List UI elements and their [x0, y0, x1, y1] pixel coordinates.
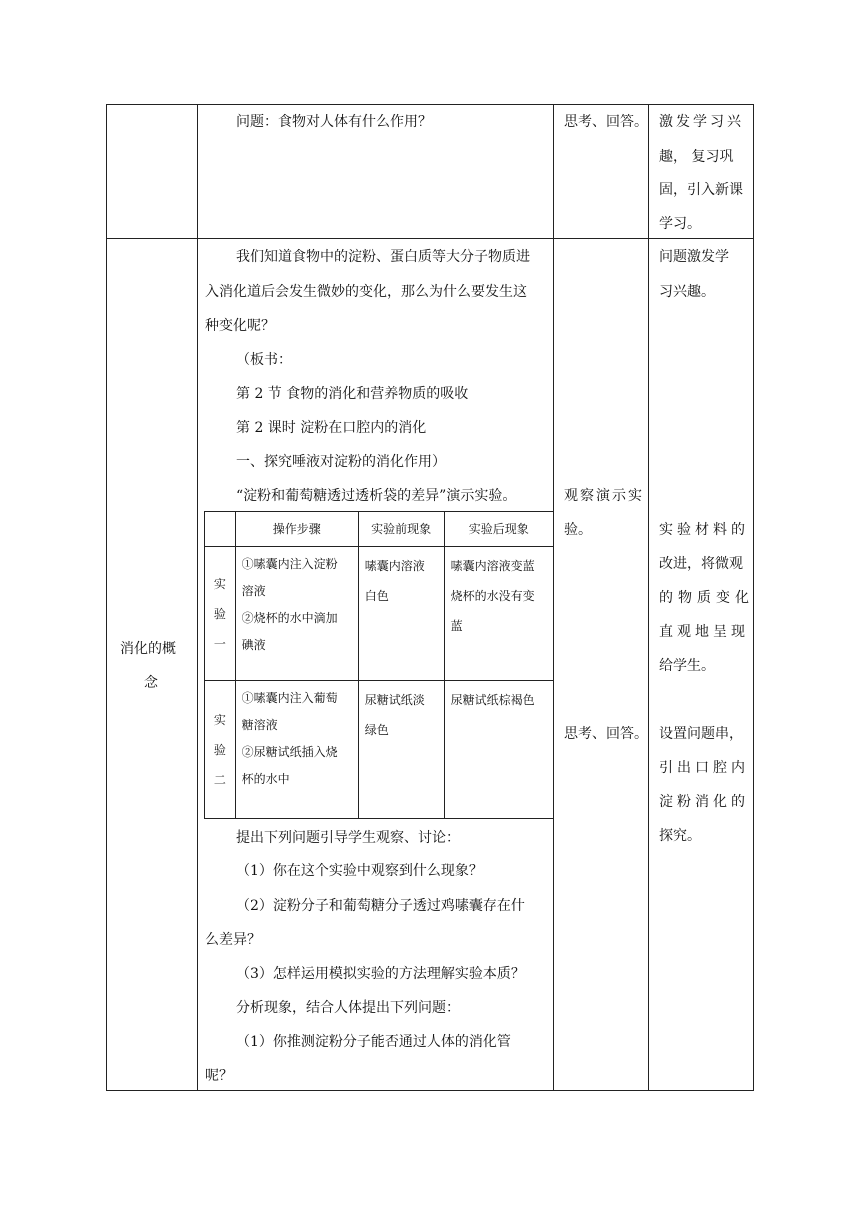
section-cell — [107, 105, 198, 239]
cell-line: 尿糖试纸棕褐色 — [450, 693, 535, 707]
label-char: 实 — [213, 576, 226, 591]
label-char: 验 — [213, 606, 226, 621]
table-row — [205, 547, 554, 681]
intent-line: 设置问题串， — [659, 726, 743, 742]
experiment-label — [205, 547, 236, 681]
paragraph-line: 提出下列问题引导学生观察、讨论： — [236, 830, 460, 846]
paragraph-line: （板书： — [236, 352, 292, 368]
intent-line: 固，引入新课 — [659, 182, 743, 198]
intent-line: 学习。 — [659, 216, 701, 232]
cell-line: 嗉囊内溶液变蓝 — [450, 559, 535, 573]
header-blank — [205, 512, 236, 547]
paragraph-line: 第 2 课时 淀粉在口腔内的消化 — [236, 420, 427, 436]
label-char: 二 — [213, 772, 226, 787]
intent-line: 改进，将微观 — [659, 556, 743, 572]
label-char: 验 — [213, 742, 226, 757]
paragraph-line: （2）淀粉分子和葡萄糖分子透过鸡嗉囊存在什 — [236, 898, 525, 914]
table-header-row — [205, 512, 554, 547]
cell-line: 杯的水中 — [241, 772, 290, 786]
paragraph-line: 呢？ — [205, 1068, 233, 1084]
steps-cell — [235, 681, 358, 819]
paragraph-line: 一、探究唾液对淀粉的消化作用） — [236, 454, 446, 470]
cell-line: 嗉囊内溶液 — [364, 559, 425, 573]
paragraph-line: 入消化道后会发生微妙的变化，那么为什么要发生这 — [205, 284, 527, 300]
cell-line: ①嗉囊内注入淀粉 — [241, 557, 338, 571]
intent-line: 探究。 — [659, 828, 701, 844]
steps-cell — [235, 547, 358, 681]
cell-line: ②尿糖试纸插入烧 — [241, 745, 338, 759]
paragraph-line: 种变化呢？ — [205, 318, 275, 334]
cell-line: 蓝 — [450, 619, 463, 633]
paragraph-line: 么差异？ — [205, 932, 261, 948]
intent-line: 引出口腔内 — [659, 760, 749, 776]
paragraph-line: 我们知道食物中的淀粉、蛋白质等大分子物质进 — [236, 249, 530, 265]
before-cell — [358, 547, 444, 681]
student-response-text: 思考、回答。 — [564, 114, 648, 130]
column-header: 操作步骤 — [235, 512, 358, 547]
label-char: 一 — [213, 636, 226, 651]
student-activity-line: 验。 — [564, 522, 592, 538]
student-activity-cell — [554, 239, 649, 1091]
intent-line: 实验材料的 — [659, 522, 749, 538]
cell-line: 尿糖试纸淡 — [364, 693, 425, 707]
paragraph-line: 分析现象，结合人体提出下列问题： — [236, 1000, 460, 1016]
question-text: 问题：食物对人体有什么作用？ — [236, 114, 432, 130]
intent-line: 淀粉消化的 — [659, 794, 749, 810]
student-activity-line: 思考、回答。 — [564, 726, 648, 742]
cell-line: 绿色 — [364, 723, 389, 737]
intent-line: 趣， 复习巩 — [659, 149, 734, 165]
column-header: 实验前现象 — [358, 512, 444, 547]
cell-line: 烧杯的水没有变 — [450, 589, 535, 603]
paragraph-line: （3）怎样运用模拟实验的方法理解实验本质？ — [236, 966, 525, 982]
cell-line: ①嗉囊内注入葡萄 — [241, 691, 338, 705]
intent-line: 的物质变化 — [659, 590, 754, 606]
intent-line: 习兴趣。 — [659, 284, 715, 300]
experiment-table — [204, 511, 554, 819]
paragraph-line: （1）你推测淀粉分子能否通过人体的消化管 — [236, 1034, 511, 1050]
paragraph-line: （1）你在这个实验中观察到什么现象？ — [236, 863, 483, 879]
section-label: 消化的概 — [120, 641, 176, 657]
intent-line: 直观地呈现 — [659, 624, 749, 640]
after-cell — [444, 547, 553, 681]
experiment-label — [205, 681, 236, 819]
paragraph-line: “淀粉和葡萄糖透过透析袋的差异”演示实验。 — [236, 488, 517, 504]
column-header: 实验后现象 — [444, 512, 553, 547]
label-char: 实 — [213, 712, 226, 727]
after-cell — [444, 681, 553, 819]
student-activity-line: 观察演示实 — [564, 488, 644, 504]
cell-line: 糖溶液 — [241, 718, 278, 732]
cell-line: ②烧杯的水中滴加 — [241, 611, 338, 625]
intent-line: 问题激发学 — [659, 249, 729, 265]
section-cell — [107, 239, 198, 1091]
paragraph-line: 第 2 节 食物的消化和营养物质的吸收 — [236, 386, 469, 402]
table-row — [205, 681, 554, 819]
cell-line: 碘液 — [241, 638, 266, 652]
cell-line: 白色 — [364, 589, 389, 603]
intent-line: 给学生。 — [659, 658, 715, 674]
before-cell — [358, 681, 444, 819]
cell-line: 溶液 — [241, 584, 266, 598]
intent-line: 激发学习兴 — [659, 114, 744, 130]
section-label: 念 — [144, 675, 158, 691]
